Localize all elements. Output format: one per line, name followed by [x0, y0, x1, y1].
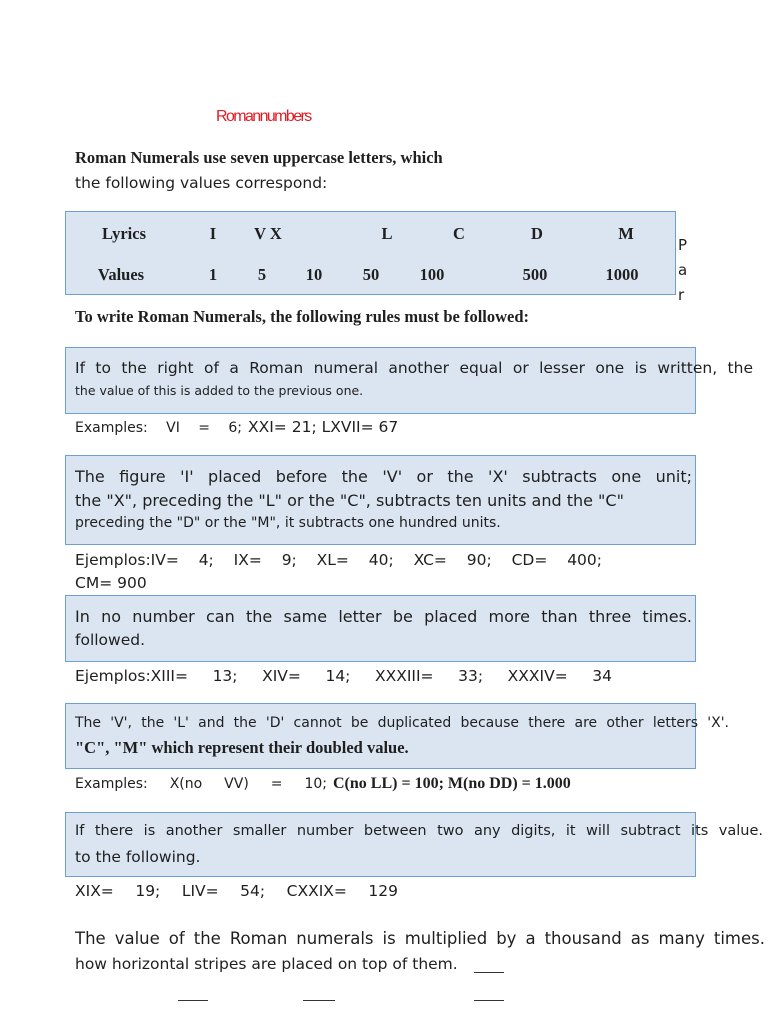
overline-mark: [474, 972, 504, 973]
example-subtraction: Ejemplos:IV= 4; IX= 9; XL= 40; XC= 90; CD= 400;: [75, 551, 602, 569]
table-value-cell: 500: [522, 265, 548, 284]
table-value-cell: 100: [419, 265, 445, 284]
intro-subheading: the following values correspond:: [75, 174, 328, 192]
rule-text: The 'V', the 'L' and the 'D' cannot be duplicated because there are other letters 'X'.: [75, 715, 729, 731]
rule-box-no-duplicates: [65, 703, 729, 769]
rule-box-repetition: [65, 595, 696, 662]
table-letter-cell: M: [618, 224, 634, 243]
table-letter-cell: I: [209, 224, 217, 243]
rule-text: In no number can the same letter be placed more than three times.: [75, 607, 692, 626]
margin-letter: r: [678, 286, 685, 304]
table-letter-cell: L: [381, 224, 393, 243]
example-repetition: Ejemplos:XIII= 13; XIV= 14; XXXIII= 33; XXXIV= 34: [75, 667, 612, 685]
numerals-table: [65, 211, 676, 295]
rule-text: to the following.: [75, 848, 201, 866]
closing-text: how horizontal stripes are placed on top of them.: [75, 955, 458, 973]
table-value-cell: 10: [305, 265, 323, 284]
table-letter-cell: V X: [254, 224, 282, 243]
table-letter-cell: C: [453, 224, 465, 243]
table-value-cell: 5: [257, 265, 267, 284]
example-between: XIX= 19; LIV= 54; CXXIX= 129: [75, 882, 398, 900]
margin-letter: a: [678, 261, 688, 279]
intro-heading: Roman Numerals use seven uppercase letters, which: [75, 148, 443, 167]
rule-text: If to the right of a Roman numeral another equal or lesser one is written, the: [75, 359, 753, 377]
table-letters-label: Lyrics: [102, 224, 146, 243]
rule-text: "C", "M" which represent their doubled value.: [75, 738, 409, 757]
table-values-label: Values: [97, 265, 145, 284]
example-no-duplicates-values: C(no LL) = 100; M(no DD) = 1.000: [333, 775, 571, 792]
rules-heading: To write Roman Numerals, the following rules must be followed:: [75, 307, 530, 326]
closing-text: The value of the Roman numerals is multiplied by a thousand as many times.: [75, 929, 765, 948]
rule-text: preceding the "D" or the "M", it subtracts one hundred units.: [75, 515, 501, 531]
example-subtraction: CM= 900: [75, 574, 147, 592]
margin-letter: P: [678, 236, 688, 254]
rule-text: If there is another smaller number between two any digits, it will subtract its value.: [75, 823, 763, 839]
table-letter-cell: D: [531, 224, 543, 243]
example-addition-values: XXI= 21; LXVII= 67: [248, 418, 399, 436]
rule-text: followed.: [75, 631, 146, 649]
rule-box-between: [65, 812, 763, 877]
example-no-duplicates-label: Examples: X(no VV) = 10;: [75, 776, 327, 792]
page-title: Romannumbers: [216, 108, 311, 125]
table-value-cell: 1: [208, 265, 218, 284]
rule-text: The figure 'I' placed before the 'V' or the 'X' subtracts one unit;: [75, 467, 692, 486]
table-value-cell: 50: [362, 265, 380, 284]
overline-mark: [474, 1000, 504, 1001]
rule-box-addition: [65, 347, 753, 414]
overline-mark: [178, 1000, 208, 1001]
rule-text: the value of this is added to the previous one.: [75, 383, 364, 398]
example-addition-label: Examples: VI = 6;: [75, 420, 242, 436]
rule-text: the "X", preceding the "L" or the "C", subtracts ten units and the "C": [75, 491, 624, 510]
table-value-cell: 1000: [605, 265, 639, 284]
overline-mark: [303, 1000, 335, 1001]
rule-box-subtraction: [65, 455, 696, 545]
